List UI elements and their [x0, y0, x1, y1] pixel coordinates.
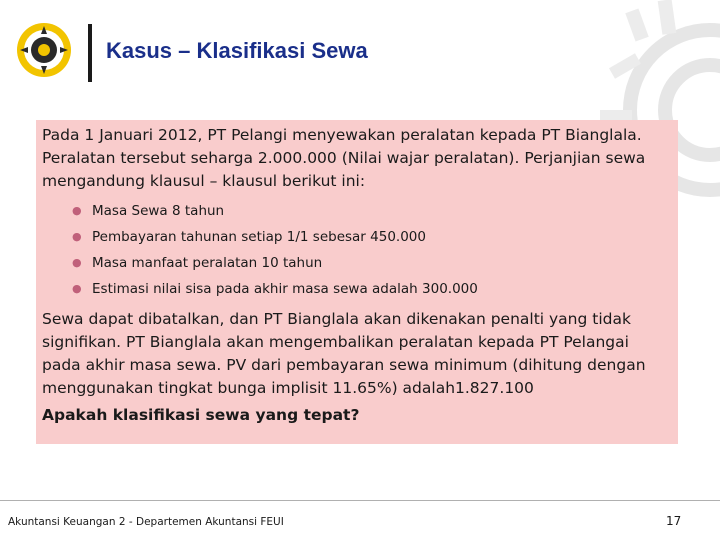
list-item-label: Pembayaran tahunan setiap 1/1 sebesar 450.000 — [92, 229, 426, 245]
footer-divider — [0, 500, 720, 501]
list-item — [72, 224, 672, 250]
question-text: Apakah klasifikasi sewa yang tepat? — [42, 406, 360, 424]
page-number: 17 — [666, 514, 682, 528]
list-item-label: Masa Sewa 8 tahun — [92, 203, 225, 219]
title-divider — [88, 24, 92, 82]
list-item — [72, 198, 672, 224]
footer-text: Akuntansi Keuangan 2 - Departemen Akuntansi FEUI — [8, 516, 284, 528]
bullet-dot-icon: ● — [72, 204, 82, 217]
list-item — [72, 250, 672, 276]
list-item-label: Estimasi nilai sisa pada akhir masa sewa adalah 300.000 — [92, 281, 478, 297]
bullet-dot-icon: ● — [72, 256, 82, 269]
university-emblem-icon — [14, 20, 74, 80]
slide-title: Kasus – Klasifikasi Sewa — [106, 38, 368, 63]
lease-clauses-list — [42, 198, 672, 302]
case-content-box — [36, 120, 678, 444]
list-item-label: Masa manfaat peralatan 10 tahun — [92, 255, 323, 271]
list-item — [72, 276, 672, 302]
bullet-dot-icon: ● — [72, 230, 82, 243]
body-paragraph: Sewa dapat dibatalkan, dan PT Bianglala akan dikenakan penalti yang tidak signifikan. PT Bianglala akan mengembalikan peralatan kepada PT Pelangai pada akhir masa sewa. PV dari pembayaran sewa minimum (dihitung dengan menggunakan tingkat bunga implisit 11.65%) adalah1.827.100 — [42, 310, 646, 397]
intro-paragraph: Pada 1 Januari 2012, PT Pelangi menyewakan peralatan kepada PT Bianglala. Peralatan tersebut seharga 2.000.000 (Nilai wajar peralatan). Perjanjian sewa mengandung klausul – klausul berikut ini: — [42, 126, 646, 190]
bullet-dot-icon: ● — [72, 282, 82, 295]
